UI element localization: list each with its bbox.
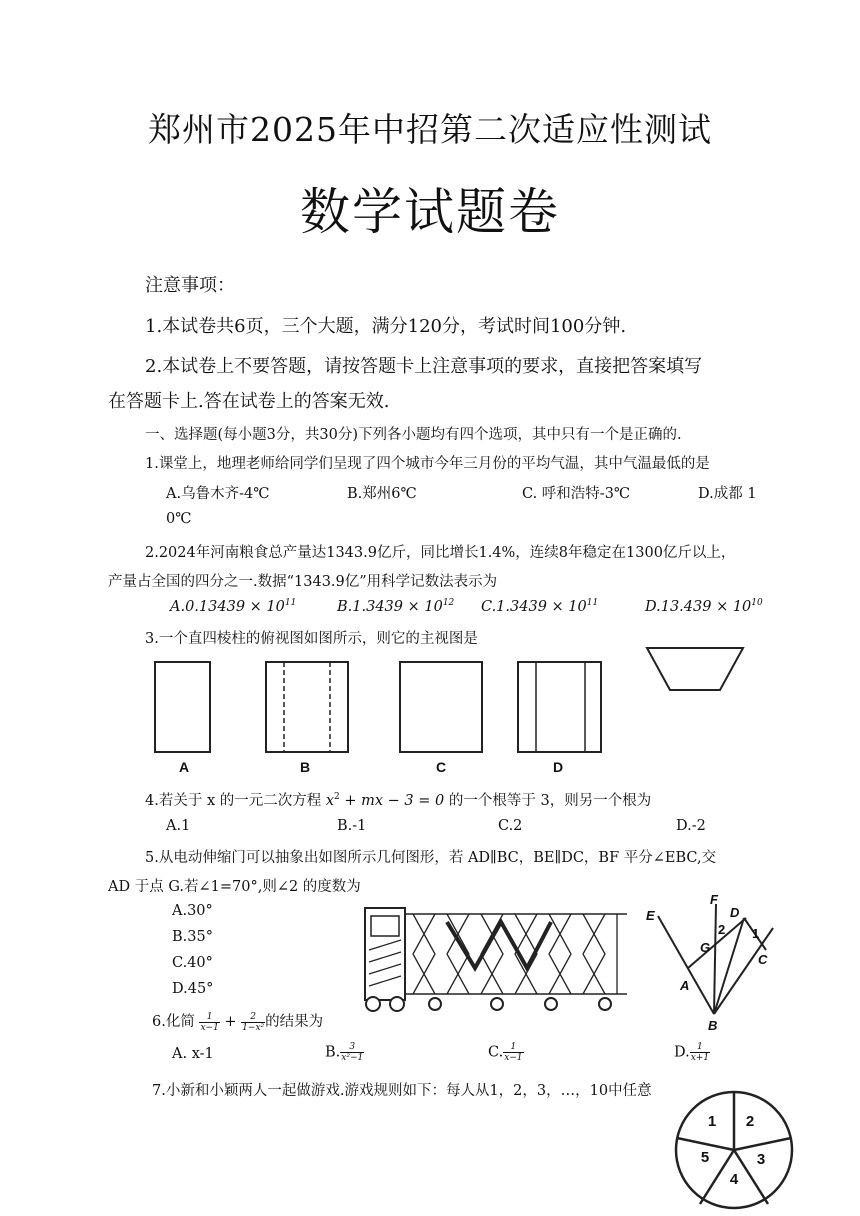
label-f: F	[710, 892, 718, 907]
question-1-option-d-wrap: 0℃	[166, 511, 192, 527]
question-3-figures	[140, 640, 780, 780]
question-2-option-d: $D.13.439 \times 10^{10}$	[645, 598, 763, 615]
option-d-label: D	[552, 759, 564, 775]
gate-lattice	[413, 914, 617, 994]
gate-wheel	[599, 998, 611, 1010]
segment-bc	[714, 928, 773, 1014]
question-2-option-a: $A.0.13439 \times 10^{11}$	[170, 598, 297, 615]
question-4-option-a: A.1	[166, 818, 191, 834]
notes-item-1: 1.本试卷共6页，三个大题，满分120分，考试时间100分钟.	[145, 316, 627, 337]
spinner-sector-4: 4	[729, 1171, 739, 1188]
option-b-view	[266, 662, 348, 752]
gate-wheel	[429, 998, 441, 1010]
question-2-line-1: 2.2024年河南粮食总产量达1343.9亿斤，同比增长1.4%，连续8年稳定在1300亿斤以上，	[145, 545, 736, 561]
option-b-label: B	[299, 759, 311, 775]
top-view-trapezoid	[647, 648, 743, 690]
fraction-2: $\frac{2}{\text{1−x²}}$	[242, 1011, 265, 1033]
segment-eb	[658, 916, 714, 1014]
gate-wheel	[390, 997, 404, 1011]
question-5-option-b: B.35°	[172, 929, 213, 945]
segment-fb	[714, 904, 716, 1014]
question-2-line-2: 产量占全国的四分之一.数据“1343.9亿”用科学记数法表示为	[108, 574, 498, 590]
question-6-option-a: A. x-1	[172, 1046, 214, 1062]
question-1-option-a: A.乌鲁木齐-4℃	[166, 486, 270, 502]
question-4-option-b: B.-1	[337, 818, 367, 834]
question-4-stem: 4.若关于 x 的一元二次方程 $x^2$ + mx − 3 = 0 的一个根等于 3，则另一个根为	[145, 792, 652, 809]
question-1-option-b: B.郑州6℃	[347, 486, 417, 502]
spinner-sector-1: 1	[707, 1113, 717, 1130]
notes-heading: 注意事项：	[145, 275, 235, 296]
label-g: G	[700, 940, 711, 955]
notes-item-2-line-2: 在答题卡上.答在试卷上的答案无效.	[108, 391, 390, 412]
section-heading: 一、选择题(每小题3分，共30分)下列各小题均有四个选项，其中只有一个是正确的.	[145, 427, 682, 443]
question-2-option-c: $C.1.3439 \times 10^{11}$	[481, 598, 599, 615]
question-6-option-c: C. $\frac{1}{x-1}$	[488, 1042, 523, 1063]
gate-wheel	[545, 998, 557, 1010]
segment-ad	[688, 918, 746, 968]
label-c: C	[758, 952, 768, 967]
notes-item-2-line-1: 2.本试卷上不要答题，请按答题卡上注意事项的要求，直接把答案填写	[145, 356, 703, 377]
spinner-sector-3: 3	[756, 1151, 766, 1168]
question-5-line-2: AD 于点 G.若∠1=70°,则∠2 的度数为	[108, 879, 361, 895]
option-c-label: C	[435, 759, 447, 775]
spinner-sector-2: 2	[745, 1113, 755, 1130]
option-a-label: A	[178, 759, 190, 775]
label-angle-2: 2	[718, 922, 726, 937]
question-5-line-1: 5.从电动伸缩门可以抽象出如图所示几何图形，若 AD∥BC，BE∥DC，BF 平分∠EBC,交	[145, 850, 717, 866]
question-3-stem: 3.一个直四棱柱的俯视图如图所示，则它的主视图是	[145, 631, 478, 647]
question-5-option-c: C.40°	[172, 955, 213, 971]
label-d: D	[730, 905, 740, 920]
question-6-option-d: D. $\frac{1}{x+1}$	[674, 1042, 710, 1063]
question-1-option-d: D.成都 1	[698, 486, 757, 502]
question-6-stem: 6.化简 $\frac{1}{x-1}$ + $\frac{2}{\text{1−x²}}$ 的结果为	[152, 1011, 324, 1033]
question-5-option-a: A.30°	[172, 903, 213, 919]
question-4-option-c: C.2	[498, 818, 523, 834]
label-e: E	[646, 908, 655, 923]
label-angle-1: 1	[752, 926, 760, 941]
question-7-stem: 7.小新和小颖两人一起做游戏.游戏规则如下：每人从1，2，3，…，10中任意	[152, 1083, 652, 1099]
spinner-sector-5: 5	[700, 1149, 710, 1166]
label-a: A	[680, 978, 690, 993]
gate-wheel	[491, 998, 503, 1010]
option-a-view	[155, 662, 210, 752]
exam-title: 郑州市2025年中招第二次适应性测试	[148, 110, 712, 149]
question-1-stem: 1.课堂上，地理老师给同学们呈现了四个城市今年三月份的平均气温，其中气温最低的是	[145, 456, 710, 472]
question-5-option-d: D.45°	[172, 981, 214, 997]
exam-subtitle: 数学试题卷	[300, 183, 560, 241]
spinner-figure	[672, 1088, 802, 1216]
question-1-option-c: C. 呼和浩特-3℃	[522, 486, 631, 502]
gate-cabinet-window	[371, 916, 399, 936]
question-4-option-d: D.-2	[676, 818, 706, 834]
label-b: B	[708, 1018, 718, 1033]
option-c-view	[400, 662, 482, 752]
fraction-1: $\frac{1}{x-1}$	[200, 1011, 219, 1033]
retractable-gate-illustration	[355, 900, 635, 1020]
geometry-figure	[640, 890, 790, 1035]
question-2-option-b: $B.1.3439 \times 10^{12}$	[337, 598, 455, 615]
question-6-option-b: B. $\frac{3}{\text{x²−1}}$	[325, 1042, 364, 1063]
option-d-view	[518, 662, 601, 752]
gate-wheel	[366, 997, 380, 1011]
